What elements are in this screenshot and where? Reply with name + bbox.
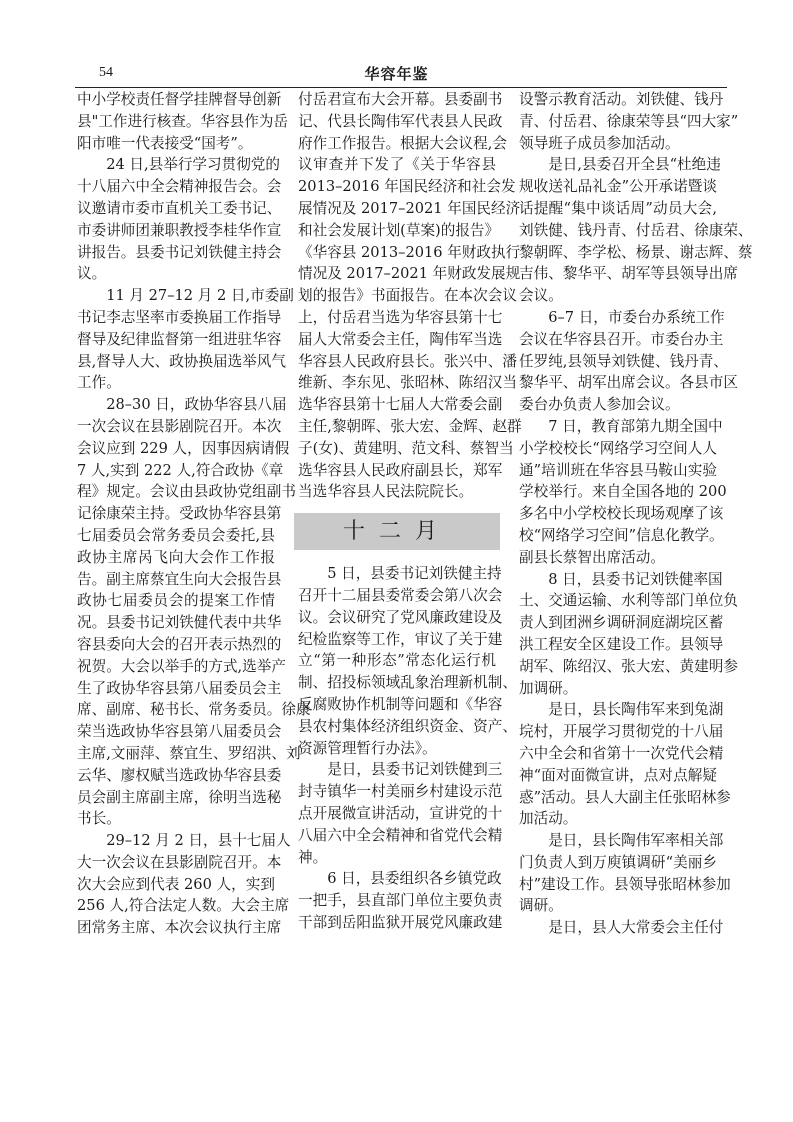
paragraph	[519, 699, 731, 830]
text-line: 立“第一种形态”常态化运行机	[298, 652, 496, 670]
text-line: 生了政协华容县第八届委员会主	[77, 679, 282, 697]
text-line: 县农村集体经济组织资金、资产、	[298, 717, 517, 735]
paragraph	[519, 154, 753, 307]
text-line: 告。副主席蔡宜生向大会报告县	[77, 570, 282, 588]
text-line: 干部到岳阳监狱开展党风廉政建	[298, 913, 503, 931]
paragraph	[519, 830, 731, 917]
text-line: 吉伟、黎华平、胡军等县领导出席	[519, 265, 738, 283]
text-line: 会议在华容县召开。市委台办主	[519, 330, 724, 348]
text-line: 市委讲师团兼职教授李桂华作宣	[77, 221, 282, 239]
text-line: 多名中小学校校长现场观摩了该	[519, 505, 724, 523]
text-line: 是日,县委召开全县“杜绝违	[548, 156, 721, 174]
text-line: 黎朝晖、李学松、杨景、谢志辉、蔡	[519, 243, 753, 261]
text-line: 华容县人民政府县长。张兴中、潘	[298, 352, 517, 370]
text-line: 七届委员会常务委员会委托,县	[77, 526, 275, 544]
text-line: 八届六中全会精神和省党代会精	[298, 826, 503, 844]
text-line: 召开十二届县委常委会第八次会	[298, 586, 503, 604]
text-line: 祝贺。大会以举手的方式,选举产	[77, 657, 286, 675]
text-line: 垸村，开展学习贯彻党的十八届	[519, 723, 724, 741]
text-line: 青、付岳君、徐康荣等县“四大家”	[519, 112, 739, 130]
text-line: 维新、李东见、张昭林、陈绍汉当	[298, 374, 517, 392]
text-line: 政协七届委员会的提案工作情	[77, 592, 275, 610]
paragraph	[77, 89, 289, 154]
text-line: 话提醒“集中谈话周”动员大会,	[519, 199, 717, 217]
text-line: 洪工程安全区建设工作。县领导	[519, 635, 724, 653]
text-line: 会议应到 229 人，因事因病请假	[77, 439, 290, 457]
text-line: 2013–2016 年国民经济和社会发	[298, 178, 516, 196]
text-line: 29–12 月 2 日，县十七届人	[106, 832, 291, 850]
text-line: 一把手，县直部门单位主要负责	[298, 892, 503, 910]
text-line: 书长。	[77, 810, 121, 828]
text-line: 设警示教育活动。刘铁健、钱丹	[519, 91, 724, 108]
text-line: 神“面对面微宣讲，点对点解疑	[519, 766, 717, 784]
text-line: 展情况及 2017–2021 年国民经济	[298, 199, 521, 217]
column-3	[519, 89, 753, 939]
text-line: 副县长蔡智出席活动。	[519, 548, 665, 566]
text-line: 容县委向大会的召开表示热烈的	[77, 635, 282, 653]
paragraph	[519, 307, 738, 416]
text-line: 门负责人到万庾镇调研“美丽乡	[519, 853, 717, 871]
text-line: 点开展微宣讲活动，宣讲党的十	[298, 804, 503, 822]
text-line: 7 人,实到 222 人,符合政协《章	[77, 461, 284, 479]
paragraph	[77, 154, 282, 285]
text-line: 是日，县人大常委会主任付	[548, 919, 724, 937]
text-line: 通”培训班在华容县马鞍山实验	[519, 461, 717, 479]
text-line: 神。	[298, 848, 328, 866]
text-line: 256 人,符合法定人数。大会主席	[77, 897, 290, 915]
text-line: 子(女)、黄建明、范文科、蔡智当	[298, 439, 514, 457]
paragraph	[298, 563, 517, 759]
text-line: 资源管理暂行办法》。	[298, 739, 437, 757]
text-line: 是日，县长陶伟军率相关部	[548, 832, 724, 850]
text-line: 5 日，县委书记刘铁健主持	[327, 565, 502, 583]
text-line: 刘铁健、钱丹青、付岳君、徐康荣、	[519, 221, 753, 239]
paragraph	[77, 830, 291, 939]
text-line: 当选华容县人民法院院长。	[298, 483, 474, 501]
text-line: 惑”活动。县人大副主任张昭林参	[519, 788, 731, 806]
text-line: 会议。	[519, 287, 563, 305]
text-line: 十八届六中全会精神报告会。会	[77, 178, 282, 196]
text-line: 《华容县 2013–2016 年财政执行	[298, 243, 521, 261]
text-line: 是日，县长陶伟军来到兔湖	[548, 701, 724, 719]
text-line: 28–30 日，政协华容县八届	[106, 396, 287, 414]
text-line: 责人到团洲乡调研洞庭湖垸区蓄	[519, 614, 724, 632]
text-line: 6 日，县委组织各乡镇党政	[327, 870, 502, 888]
text-line: 县"工作进行核查。华容县作为岳	[77, 112, 289, 130]
month-heading: 十二月	[294, 513, 500, 550]
text-line: 划的报告》书面报告。在本次会议	[298, 287, 517, 305]
text-line: 记徐康荣主持。受政协华容县第	[77, 505, 282, 523]
text-line: 一次会议在县影剧院召开。本次	[77, 417, 282, 435]
text-line: 中小学校责任督学挂牌督导创新	[77, 91, 282, 108]
text-line: 云华、廖权赋当选政协华容县委	[77, 766, 282, 784]
text-line: 调研。	[519, 897, 563, 915]
text-line: 政协主席呙飞向大会作工作报	[77, 548, 275, 566]
running-title: 华容年鉴	[364, 65, 429, 83]
text-line: 领导班子成员参加活动。	[519, 134, 680, 152]
page-number: 54	[99, 65, 113, 80]
text-line: 阳市唯一代表接受“国考”。	[77, 134, 253, 152]
text-line: 主任,黎朝晖、张大宏、金辉、赵群	[298, 417, 522, 435]
text-line: 六中全会和省第十一次党代会精	[519, 744, 724, 762]
text-line: 况。县委书记刘铁健代表中共华	[77, 614, 282, 632]
text-line: 11 月 27–12 月 2 日,市委副	[106, 287, 294, 305]
text-line: 选华容县第十七届人大常委会副	[298, 396, 503, 414]
text-line: 学校举行。来自全国各地的 200	[519, 483, 727, 501]
text-line: 届人大常委会主任，陶伟军当选	[298, 330, 503, 348]
text-line: 书记李志坚率市委换届工作指导	[77, 308, 282, 326]
text-line: 督导及纪律监督第一组进驻华容	[77, 330, 282, 348]
text-line: 记、代县长陶伟军代表县人民政	[298, 112, 503, 130]
text-line: 县,督导人大、政协换届选举风气	[77, 352, 286, 370]
text-line: 荣当选政协华容县第八届委员会	[77, 723, 282, 741]
text-line: 议审查并下发了《关于华容县	[298, 156, 496, 174]
text-line: 程》规定。会议由县政协党组副书	[77, 483, 296, 501]
text-line: 和社会发展计划(草案)的报告》	[298, 221, 500, 239]
text-line: 委台办负责人参加会议。	[519, 396, 680, 414]
header-rule	[75, 87, 727, 88]
paragraph	[298, 868, 503, 933]
text-line: 大一次会议在县影剧院召开。本	[77, 853, 282, 871]
text-line: 土、交通运输、水利等部门单位负	[519, 592, 738, 610]
text-line: 24 日,县举行学习贯彻党的	[106, 156, 280, 174]
paragraph	[519, 89, 739, 154]
paragraph	[77, 394, 311, 830]
text-line: 黎华平、胡军出席会议。各县市区	[519, 374, 738, 392]
text-line: 议。	[77, 265, 107, 283]
text-line: 员会副主席副主席，徐明当选秘	[77, 788, 282, 806]
text-line: 7 日，教育部第九期全国中	[548, 417, 723, 435]
text-line: 讲报告。县委书记刘铁健主持会	[77, 243, 282, 261]
text-line: 府作工作报告。根据大会议程,会	[298, 134, 507, 152]
text-line: 制、招投标领域乱象治理新机制、	[298, 674, 517, 692]
text-line: 反腐败协作机制等问题和《华容	[298, 695, 503, 713]
column-1	[77, 89, 311, 939]
text-line: 加活动。	[519, 810, 578, 828]
text-line: 团常务主席、本次会议执行主席	[77, 919, 282, 937]
paragraph	[298, 89, 522, 503]
text-line: 校“网络学习空间”信息化教学。	[519, 526, 724, 544]
text-line: 工作。	[77, 374, 121, 392]
text-line: 上，付岳君当选为华容县第十七	[298, 308, 503, 326]
paragraph	[298, 759, 503, 868]
text-line: 8 日，县委书记刘铁健率国	[548, 570, 723, 588]
paragraph	[77, 285, 294, 394]
text-line: 加调研。	[519, 679, 578, 697]
text-line: 议。会议研究了党风廉政建设及	[298, 608, 503, 626]
text-line: 封寺镇华一村美丽乡村建设示范	[298, 783, 503, 801]
text-line: 选华容县人民政府副县长，郑军	[298, 461, 503, 479]
text-line: 任罗纯,县领导刘铁健、钱丹青、	[519, 352, 728, 370]
text-line: 小学校校长“网络学习空间人人	[519, 439, 717, 457]
text-line: 席、副席、秘书长、常务委员。徐康	[77, 701, 311, 719]
text-line: 纪检监察等工作，审议了关于建	[298, 630, 503, 648]
text-line: 村”建设工作。县领导张昭林参加	[519, 875, 731, 893]
paragraph	[519, 917, 724, 939]
paragraph	[519, 416, 727, 569]
column-2	[298, 89, 522, 934]
text-line: 付岳君宣布大会开幕。县委副书	[298, 91, 503, 108]
text-line: 6–7 日，市委台办系统工作	[548, 308, 725, 326]
text-line: 主席,文丽萍、蔡宜生、罗绍洪、刘	[77, 744, 301, 762]
text-line: 议邀请市委市直机关工委书记、	[77, 199, 282, 217]
text-line: 次大会应到代表 260 人，实到	[77, 875, 275, 893]
text-line: 规收送礼品礼金”公开承诺暨谈	[519, 178, 717, 196]
text-line: 是日，县委书记刘铁健到三	[327, 761, 503, 779]
paragraph	[519, 569, 738, 700]
text-line: 胡军、陈绍汉、张大宏、黄建明参	[519, 657, 738, 675]
text-line: 情况及 2017–2021 年财政发展规	[298, 265, 521, 283]
